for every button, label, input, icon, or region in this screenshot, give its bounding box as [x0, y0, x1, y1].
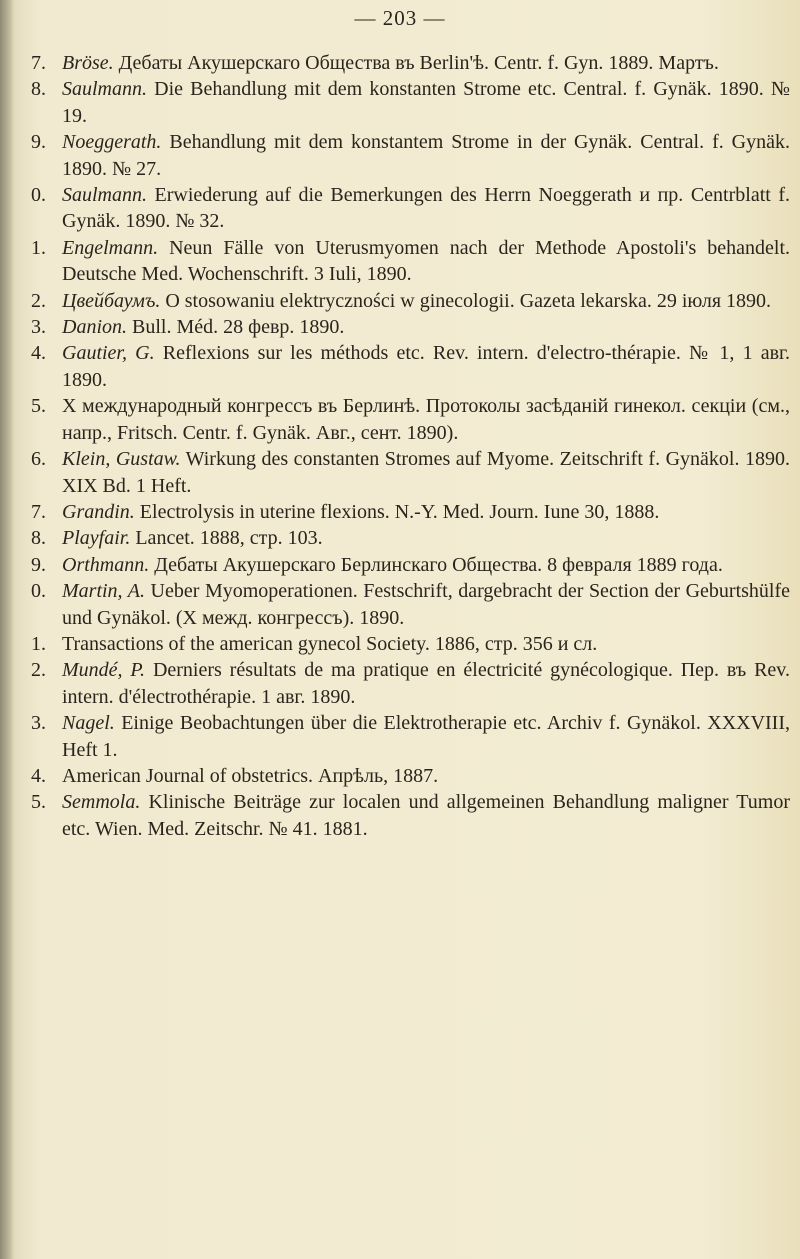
reference-number: 1. [31, 236, 46, 259]
reference-text: Behandlung mit dem konstantem Strome in der Gynäk. Central. f. Gynäk. 1890. № 27. [62, 131, 791, 180]
reference-number: 3. [31, 712, 46, 735]
reference-text: Bull. Méd. 28 февр. 1890. [132, 316, 345, 339]
reference-author: Bröse. [62, 52, 114, 74]
reference-author: Martin, A. [62, 580, 145, 603]
reference-text: Klinische Beiträge zur localen und allgemeinen Behandlung maligner Tumor etc. Wien. Med. Zeitschr. № 41. 1881. [62, 791, 791, 840]
reference-item [0, 50, 790, 76]
reference-number: 0. [31, 184, 46, 207]
reference-number: 1. [31, 632, 46, 655]
reference-author: Noeggerath. [62, 131, 162, 154]
reference-text: Erwiederung auf die Bemerkungen des Herrn Noeggerath и пр. Centrblatt f. Gynäk. 1890. № 32. [62, 184, 791, 233]
reference-number: 8. [31, 78, 46, 101]
page-number: — 203 — [354, 6, 446, 30]
reference-text: Ueber Myomoperationen. Festschrift, dargebracht der Section der Geburtshülfe und Gynäkol. (X межд. конгрессъ). 1890. [62, 580, 790, 629]
reference-text: Дебаты Акушерскаго Общества въ Berlin'ѣ. Centr. f. Gyn. 1889. Мартъ. [118, 52, 719, 74]
reference-author: Grandin. [62, 500, 135, 523]
reference-item [0, 288, 790, 314]
reference-author: Engelmann. [62, 236, 159, 259]
reference-text: Lancet. 1888, стр. 103. [135, 527, 323, 550]
reference-item [0, 525, 790, 551]
reference-text: Die Behandlung mit dem konstanten Strome etc. Central. f. Gynäk. 1890. № 19. [62, 78, 791, 127]
reference-item [0, 789, 790, 842]
reference-number: 4. [31, 342, 46, 365]
reference-author: Saulmann. [62, 184, 147, 207]
reference-item [0, 631, 790, 657]
reference-item [0, 552, 790, 578]
reference-author: Orthmann. [62, 553, 150, 576]
reference-number: 5. [31, 395, 46, 418]
reference-author: Gautier, G. [62, 342, 155, 365]
reference-number: 4. [31, 764, 46, 787]
reference-number: 0. [31, 580, 46, 603]
reference-author: Danion. [62, 316, 127, 339]
reference-item [0, 657, 790, 710]
reference-text: Neun Fälle von Uterusmyomen nach der Methode Apostoli's behandelt. Deutsche Med. Wochenschrift. 3 Iuli, 1890. [62, 236, 790, 286]
reference-item [0, 499, 790, 525]
reference-author: Semmola. [62, 791, 141, 814]
reference-text: Derniers résultats de ma pratique en électricité gynécologique. Пер. въ Rev. intern. d'électrothérapie. 1 авг. 1890. [62, 659, 790, 708]
reference-author: Цвейбаумъ. [62, 289, 161, 312]
reference-number: 6. [31, 448, 46, 471]
reference-number: 9. [31, 553, 46, 576]
reference-author: Saulmann. [62, 78, 147, 101]
reference-author: Playfair. [62, 527, 131, 550]
reference-author: Nagel. [62, 712, 115, 735]
reference-text: Einige Beobachtungen über die Elektrotherapie etc. Archiv f. Gynäkol. XXXVIII, Heft 1. [62, 712, 791, 761]
reference-text: O stosowaniu elektryczności w ginecologii. Gazeta lekarska. 29 іюля 1890. [165, 289, 772, 312]
reference-item [0, 76, 790, 129]
reference-text: Wirkung des constanten Stromes auf Myome. Zeitschrift f. Gynäkol. 1890. XIX Bd. 1 Heft. [62, 448, 791, 497]
reference-item [0, 129, 790, 182]
reference-number: 5. [31, 791, 46, 814]
reference-list [0, 50, 790, 842]
reference-author: Klein, Gustaw. [62, 448, 181, 471]
reference-number: 3. [31, 316, 46, 339]
reference-text: Дебаты Акушерскаго Берлинскаго Общества. 8 февраля 1889 года. [154, 553, 723, 576]
reference-item [0, 393, 790, 446]
reference-number: 2. [31, 659, 46, 682]
reference-text: X международный конгрессъ въ Берлинѣ. Протоколы засѣданій гинекол. секціи (см., напр., Fritsch. Centr. f. Gynäk. Авг., сент. 1890). [62, 395, 790, 444]
reference-author: Mundé, P. [62, 659, 146, 682]
reference-text: American Journal of obstetrics. Апрѣль, 1887. [62, 764, 439, 787]
reference-number: 9. [31, 131, 46, 154]
reference-text: Electrolysis in uterine flexions. N.-Y. Med. Journ. Iune 30, 1888. [139, 500, 660, 523]
reference-item [0, 314, 790, 340]
reference-item [0, 182, 790, 235]
reference-item [0, 763, 790, 789]
reference-text: Transactions of the american gynecol Society. 1886, стр. 356 и сл. [62, 632, 598, 655]
reference-item [0, 340, 790, 393]
reference-item [0, 446, 790, 499]
reference-number: 2. [31, 289, 46, 312]
reference-text: Reflexions sur les méthods etc. Rev. intern. d'electro-thérapie. № 1, 1 авг. 1890. [62, 342, 790, 391]
reference-number: 8. [31, 527, 46, 550]
reference-item [0, 710, 790, 763]
reference-item [0, 235, 790, 288]
reference-item [0, 578, 790, 631]
reference-number: 7. [31, 500, 46, 523]
reference-number: 7. [31, 52, 46, 74]
